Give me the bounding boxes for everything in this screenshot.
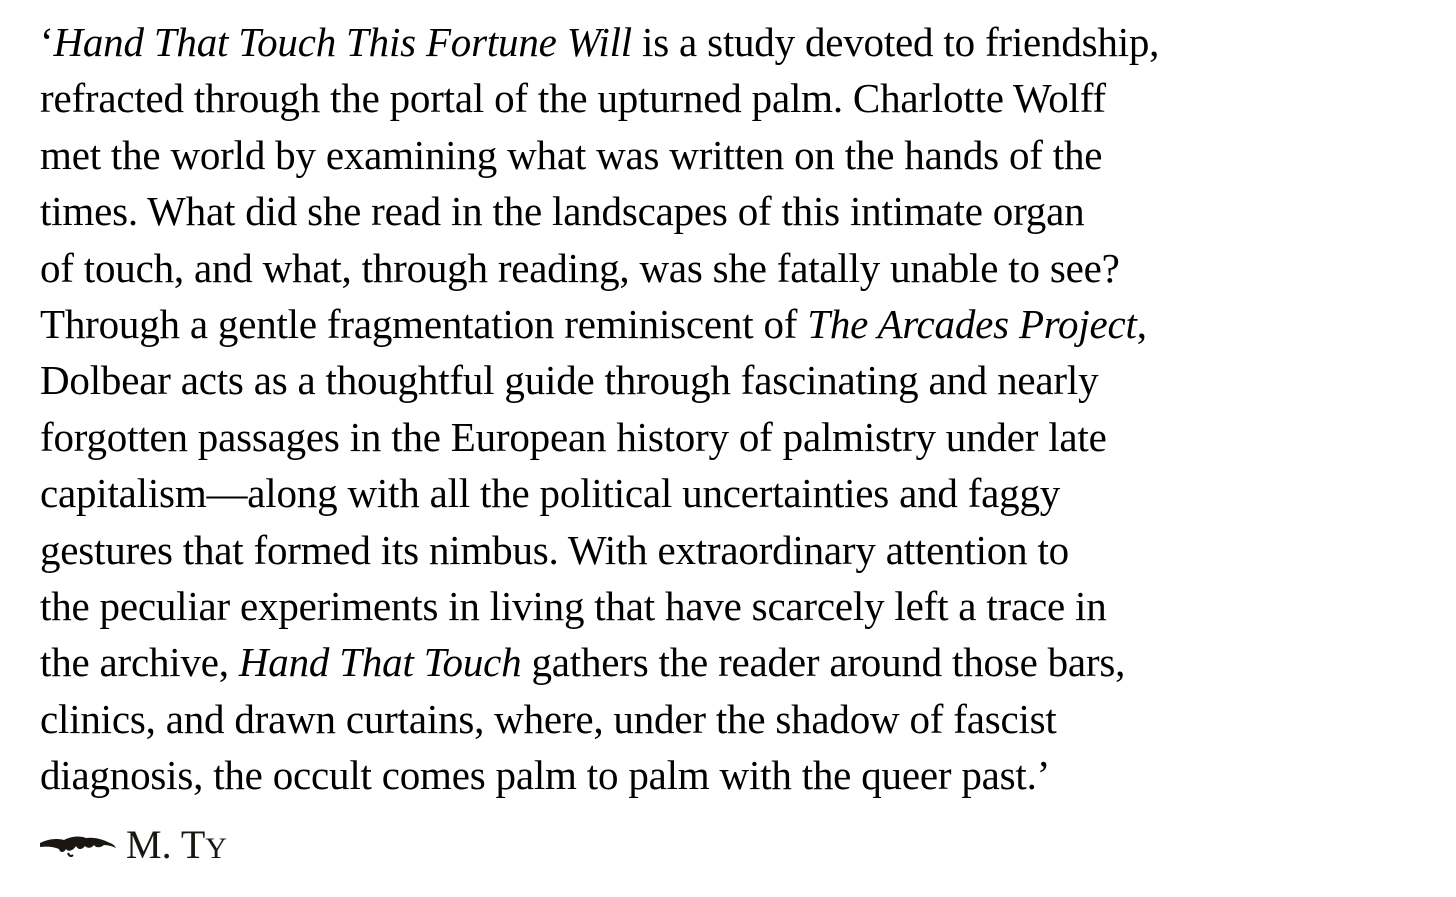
quote-text: diagnosis, the occult comes palm to palm with the queer past.’ [40,752,1051,799]
quote-text: met the world by examining what was written on the hands of the [40,131,1103,178]
quote-line [40,183,1440,239]
quote-line [40,127,1440,183]
quote-line [40,465,1440,521]
title-reference: The Arcades Project [807,301,1137,348]
attribution [38,814,227,874]
quote-line [40,747,1440,803]
quote-text: the peculiar experiments in living that have scarcely left a trace in [40,583,1107,630]
author-name [126,821,227,868]
quote-line [40,352,1440,408]
quote-text: refracted through the portal of the upturned palm. Charlotte Wolff [40,75,1106,122]
author-initial: M. T [126,821,206,867]
quote-line [40,296,1440,352]
quote-text: Through a gentle fragmentation reminiscent of [40,301,808,348]
quote-text: is a study devoted to friendship, [631,19,1160,65]
quote-line [40,70,1440,126]
blurb-quote [40,14,1440,804]
title-reference: Hand That Touch [238,639,522,686]
quote-text: of touch, and what, through reading, was she fatally unable to see? [40,244,1120,291]
quote-text: capitalism—along with all the political uncertainties and faggy [40,470,1061,517]
quote-line [40,14,1440,70]
quote-line [40,691,1440,747]
quote-text: gestures that formed its nimbus. With extraordinary attention to [40,526,1069,573]
quote-line [40,240,1440,296]
quote-line [40,578,1440,634]
quote-line [40,634,1440,690]
quote-text: Dolbear acts as a thoughtful guide through fascinating and nearly [40,357,1099,404]
title-reference: Hand That Touch This Fortune Will [53,19,632,65]
quote-line [40,409,1440,465]
quote-text: , [1136,301,1147,348]
hand-pointer-ornament-icon [38,829,118,859]
quote-text: forgotten passages in the European history of palmistry under late [40,413,1107,460]
quote-text: times. What did she read in the landscapes of this intimate organ [40,188,1085,235]
quote-text: the archive, [40,639,239,686]
quote-line [40,522,1440,578]
quote-text: clinics, and drawn curtains, where, under the shadow of fascist [40,695,1057,742]
quote-text: gathers the reader around those bars, [521,639,1126,686]
quote-text: ‘ [40,19,54,65]
author-smallcaps: Y [205,831,227,865]
